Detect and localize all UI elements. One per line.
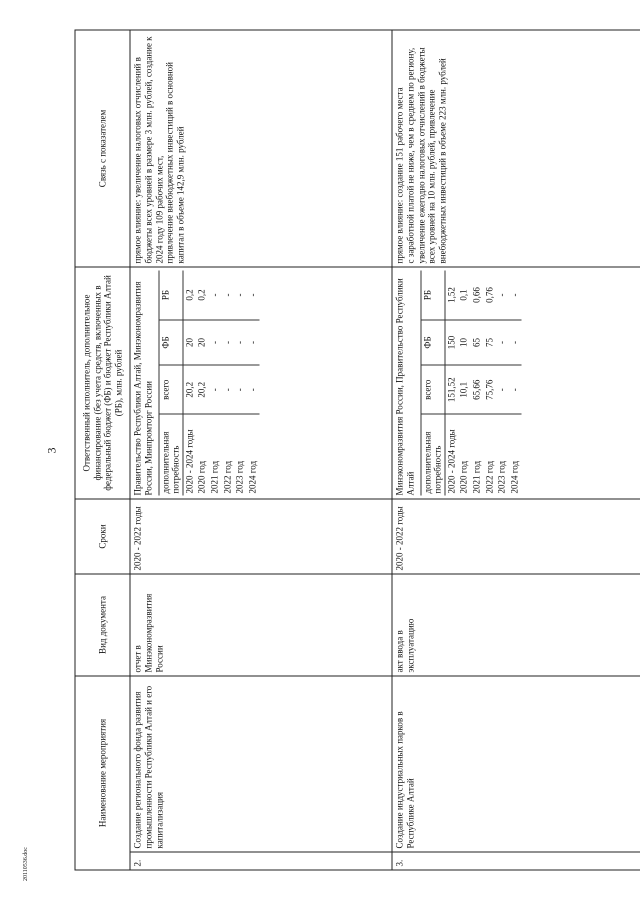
responsible-executors: Минэкономразвития России, Правительство Республики Алтай <box>394 277 416 495</box>
financing-period: 2024 год <box>246 460 257 493</box>
financing-value: 150 <box>444 319 457 364</box>
financing-value: - <box>221 364 234 414</box>
financing-period: 2021 год <box>471 460 482 493</box>
financing-value: - <box>495 270 508 320</box>
financing-subtable <box>420 270 521 495</box>
financing-value: - <box>208 319 221 364</box>
financing-header-cell: ФБ <box>158 319 182 364</box>
terms: 2020 - 2022 годы <box>130 498 392 573</box>
rotated-table-container <box>74 30 619 870</box>
financing-value: 10 <box>457 319 470 364</box>
financing-period: 2020 - 2024 годы <box>445 428 456 493</box>
indicator-link-paragraph: прямое влияние: увеличение налоговых отчислений в бюджеты всех уровней в размере 3 млн. рублей, создание к 2024 году 109 рабочих мест, <box>132 35 164 263</box>
financing-row <box>495 270 508 495</box>
row-number: 3. <box>392 852 640 870</box>
indicator-link <box>130 29 392 266</box>
financing-value: 1,52 <box>444 270 457 320</box>
financing-header-cell: всего <box>158 364 182 414</box>
financing-value: - <box>208 270 221 320</box>
table-row <box>392 29 640 869</box>
financing-row <box>483 270 496 495</box>
header-measure-name: Наименование мероприятия <box>75 675 130 869</box>
financing-row <box>182 270 195 495</box>
document-type: отчет в Минэкономразвития России <box>130 573 392 675</box>
financing-subtable <box>158 270 259 495</box>
financing-row <box>246 270 259 495</box>
financing-value: - <box>495 319 508 364</box>
financing-value: - <box>208 364 221 414</box>
table-row <box>130 29 392 869</box>
header-indicator-link: Связь с показателем <box>75 29 130 266</box>
header-terms: Сроки <box>75 498 130 573</box>
header-responsible-financing: Ответственный исполнитель, дополнительное финансирование (без учета средств, включенных в федеральный бюджет (ФБ) и бюджет Республики Алтай (РБ), млн. рублей <box>75 266 130 498</box>
financing-period: 2020 год <box>196 460 207 493</box>
financing-period: 2023 год <box>234 460 245 493</box>
financing-row <box>195 270 208 495</box>
page-number: 3 <box>44 447 59 454</box>
financing-value: - <box>508 319 521 364</box>
financing-value: - <box>246 319 259 364</box>
financing-period: 2020 год <box>458 460 469 493</box>
indicator-link-paragraph: привлечение внебюджетных инвестиций в основной капитал в объеме 142,9 млн. рублей <box>164 61 185 263</box>
financing-period: 2020 - 2024 годы <box>183 428 194 493</box>
measure-name: Создание регионального фонда развития промышленности Республики Алтай и его капитализация <box>130 675 392 851</box>
financing-value: 10,1 <box>457 364 470 414</box>
financing-value: - <box>508 364 521 414</box>
financing-subtable-header <box>420 270 444 495</box>
responsible-financing <box>392 266 640 498</box>
financing-value: - <box>233 270 246 320</box>
measure-name: Создание индустриальных парков в Республике Алтай <box>392 675 640 851</box>
financing-value: 75 <box>483 319 496 364</box>
row-number: 2. <box>130 852 392 870</box>
measures-table <box>74 29 640 870</box>
responsible-executors: Правительство Республики Алтай, Минэкономразвития России, Минпромторг России <box>132 281 154 495</box>
financing-header-cell: дополнительная потребность <box>158 414 182 495</box>
financing-row <box>457 270 470 495</box>
header-row <box>75 29 130 869</box>
financing-value: - <box>233 364 246 414</box>
financing-value: 0,2 <box>182 270 195 320</box>
financing-value: 65 <box>470 319 483 364</box>
financing-value: - <box>246 270 259 320</box>
indicator-link-paragraph: с заработной платой не ниже, чем в среднем по региону, увеличение ежегодно налоговых отчислений в бюджеты всех уровней на 10 млн. рублей, привлечение внебюджетных инвестиций в объеме 223 млн. рублей <box>405 46 447 263</box>
financing-value: - <box>221 270 234 320</box>
financing-period: 2024 год <box>508 460 519 493</box>
financing-header-cell: РБ <box>158 270 182 320</box>
financing-subtable-header <box>158 270 182 495</box>
financing-row <box>221 270 234 495</box>
responsible-financing <box>130 266 392 498</box>
financing-value: - <box>495 364 508 414</box>
financing-period: 2022 год <box>483 460 494 493</box>
financing-period: 2023 год <box>496 460 507 493</box>
financing-value: 75,76 <box>483 364 496 414</box>
financing-header-cell: РБ <box>420 270 444 320</box>
footer-file-code: 20110536.doc <box>23 847 29 881</box>
financing-value: - <box>508 270 521 320</box>
financing-row <box>508 270 521 495</box>
financing-row <box>208 270 221 495</box>
financing-value: 0,1 <box>457 270 470 320</box>
financing-row <box>444 270 457 495</box>
header-document-type: Вид документа <box>75 573 130 675</box>
financing-value: - <box>233 319 246 364</box>
financing-period: 2021 год <box>209 460 220 493</box>
financing-value: 0,2 <box>195 270 208 320</box>
document-type: акт ввода в эксплуатацию <box>392 573 640 675</box>
financing-value: 20,2 <box>182 364 195 414</box>
financing-header-cell: всего <box>420 364 444 414</box>
financing-value: 20,2 <box>195 364 208 414</box>
financing-value: 151,52 <box>444 364 457 414</box>
financing-header-cell: ФБ <box>420 319 444 364</box>
financing-value: 0,76 <box>483 270 496 320</box>
financing-row <box>470 270 483 495</box>
terms: 2020 - 2022 годы <box>392 498 640 573</box>
indicator-link <box>392 29 640 266</box>
financing-value: 65,66 <box>470 364 483 414</box>
financing-header-cell: дополнительная потребность <box>420 414 444 495</box>
financing-value: - <box>246 364 259 414</box>
indicator-link-paragraph: прямое влияние: создание 151 рабочего места <box>394 86 405 263</box>
financing-value: 20 <box>182 319 195 364</box>
financing-period: 2022 год <box>221 460 232 493</box>
financing-row <box>233 270 246 495</box>
financing-value: 0,66 <box>470 270 483 320</box>
financing-value: - <box>221 319 234 364</box>
financing-value: 20 <box>195 319 208 364</box>
